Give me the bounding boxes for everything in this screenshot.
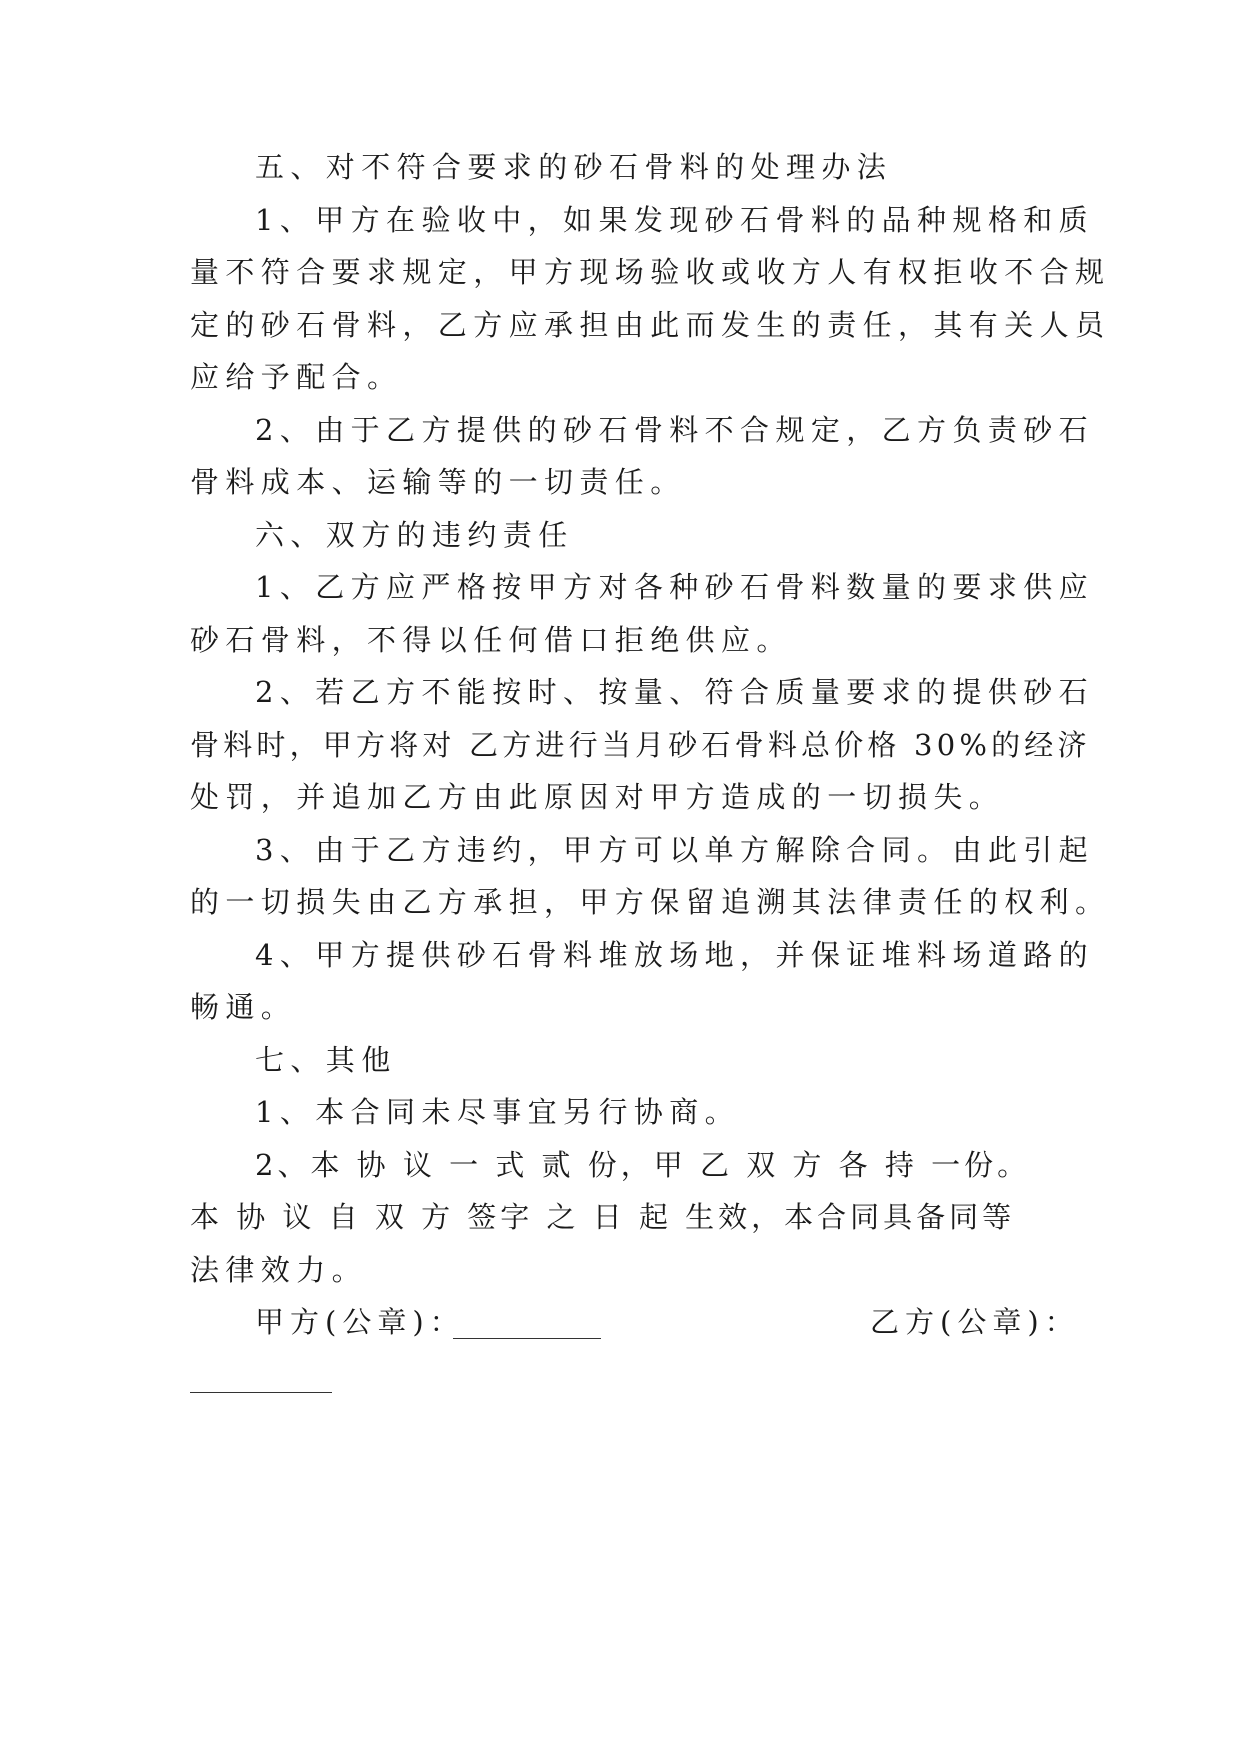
section-heading-6: 六、双方的违约责任 [255, 518, 574, 552]
paragraph-line: 1、甲方在验收中，如果发现砂石骨料的品种规格和质 [255, 203, 1095, 237]
paragraph-line: 应给予配合。 [190, 360, 403, 394]
paragraph-line: 3、由于乙方违约，甲方可以单方解除合同。由此引起 [255, 833, 1095, 867]
party-a-signature-label: 甲方(公章)： [255, 1305, 465, 1339]
paragraph-line: 法律效力。 [190, 1253, 368, 1287]
paragraph-line: 本 协 议 自 双 方 签字 之 日 起 生效，本合同具备同等 [190, 1200, 1016, 1234]
section-heading-5: 五、对不符合要求的砂石骨料的处理办法 [255, 150, 893, 184]
party-b-signature-blank [190, 1392, 332, 1393]
paragraph-line: 量不符合要求规定，甲方现场验收或收方人有权拒收不合规 [190, 255, 1111, 289]
paragraph-line: 的一切损失由乙方承担，甲方保留追溯其法律责任的权利。 [190, 885, 1111, 919]
party-b-signature-label: 乙方(公章)： [870, 1305, 1080, 1339]
paragraph-line: 2、若乙方不能按时、按量、符合质量要求的提供砂石 [255, 675, 1095, 709]
paragraph-line: 2、由于乙方提供的砂石骨料不合规定，乙方负责砂石 [255, 413, 1095, 447]
paragraph-line: 2、本 协 议 一 式 贰 份，甲 乙 双 方 各 持 一份。 [255, 1148, 1031, 1182]
paragraph-line: 骨料时，甲方将对 乙方进行当月砂石骨料总价格 30%的经济 [190, 728, 1091, 762]
paragraph-line: 4、甲方提供砂石骨料堆放场地，并保证堆料场道路的 [255, 938, 1095, 972]
paragraph-line: 定的砂石骨料，乙方应承担由此而发生的责任，其有关人员 [190, 308, 1111, 342]
party-a-signature-blank [453, 1338, 601, 1339]
paragraph-line: 1、乙方应严格按甲方对各种砂石骨料数量的要求供应 [255, 570, 1095, 604]
paragraph-line: 处罚，并追加乙方由此原因对甲方造成的一切损失。 [190, 780, 1005, 814]
paragraph-line: 砂石骨料，不得以任何借口拒绝供应。 [190, 623, 792, 657]
section-heading-7: 七、其他 [255, 1043, 397, 1077]
paragraph-line: 畅通。 [190, 990, 297, 1024]
paragraph-line: 骨料成本、运输等的一切责任。 [190, 465, 686, 499]
paragraph-line: 1、本合同未尽事宜另行协商。 [255, 1095, 741, 1129]
